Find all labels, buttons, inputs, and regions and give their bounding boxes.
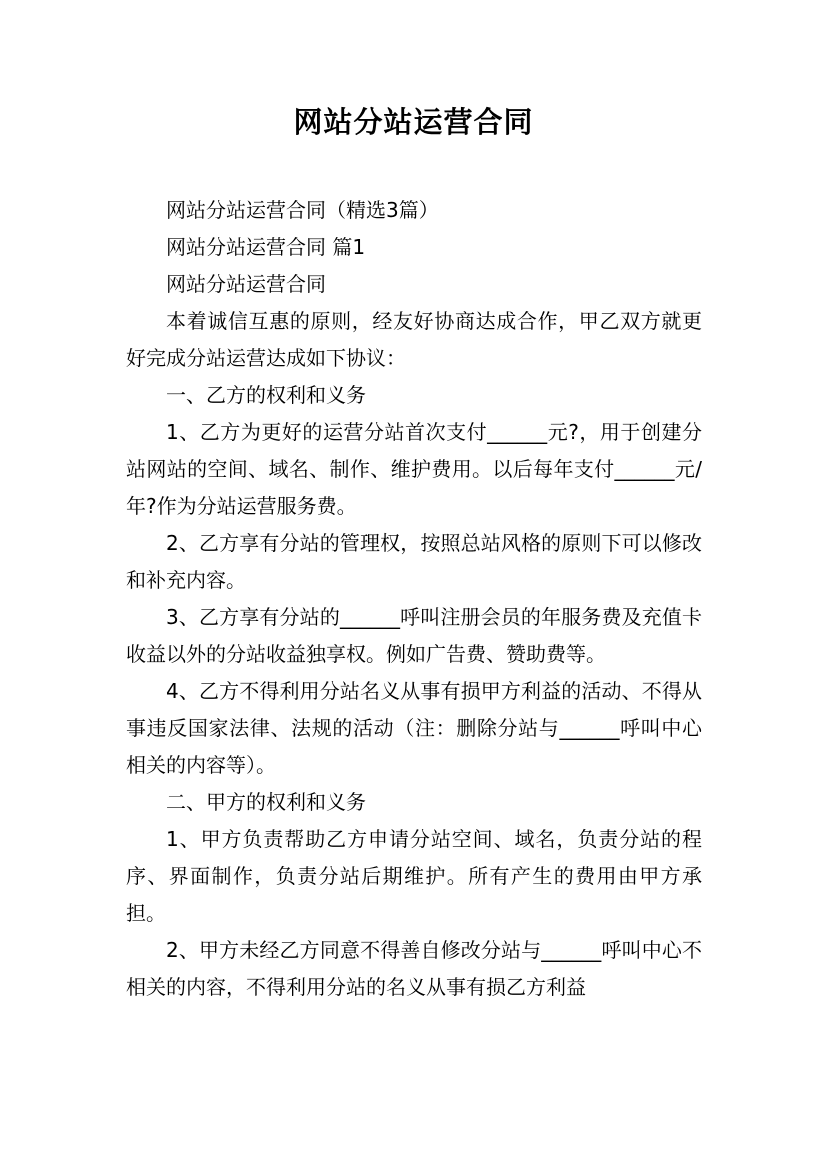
document-title: 网站分站运营合同 bbox=[293, 105, 534, 139]
paragraph-clause-a2: 2、甲方未经乙方同意不得善自修改分站与______呼叫中心不相关的内容，不得利用分站的名义从事有损乙方利益 bbox=[126, 938, 702, 999]
paragraph-section-label: 网站分站运营合同 篇1 bbox=[166, 235, 366, 259]
paragraph-clause-b1: 1、乙方为更好的运营分站首次支付______元?，用于创建分站网站的空间、域名、制作、维护费用。以后每年支付______元/年?作为分站运营服务费。 bbox=[126, 420, 702, 518]
paragraph-intro-heading: 网站分站运营合同（精选3篇） bbox=[166, 198, 439, 222]
paragraph-clause-b2: 2、乙方享有分站的管理权，按照总站风格的原则下可以修改和补充内容。 bbox=[126, 531, 702, 592]
paragraph-clause-b4: 4、乙方不得利用分站名义从事有损甲方利益的活动、不得从事违反国家法律、法规的活动（注：删除分站与______呼叫中心相关的内容等）。 bbox=[126, 679, 702, 777]
paragraph-clause-b3: 3、乙方享有分站的______呼叫注册会员的年服务费及充值卡收益以外的分站收益独享权。例如广告费、赞助费等。 bbox=[126, 605, 702, 666]
paragraph-heading-party-b: 一、乙方的权利和义务 bbox=[166, 383, 366, 407]
paragraph-heading-party-a: 二、甲方的权利和义务 bbox=[166, 790, 366, 814]
paragraph-clause-a1: 1、甲方负责帮助乙方申请分站空间、域名，负责分站的程序、界面制作，负责分站后期维护。所有产生的费用由甲方承担。 bbox=[126, 827, 702, 925]
document-body bbox=[126, 192, 702, 1006]
paragraph-preamble: 本着诚信互惠的原则，经友好协商达成合作，甲乙双方就更好完成分站运营达成如下协议： bbox=[126, 309, 702, 370]
paragraph-contract-name: 网站分站运营合同 bbox=[166, 272, 326, 296]
